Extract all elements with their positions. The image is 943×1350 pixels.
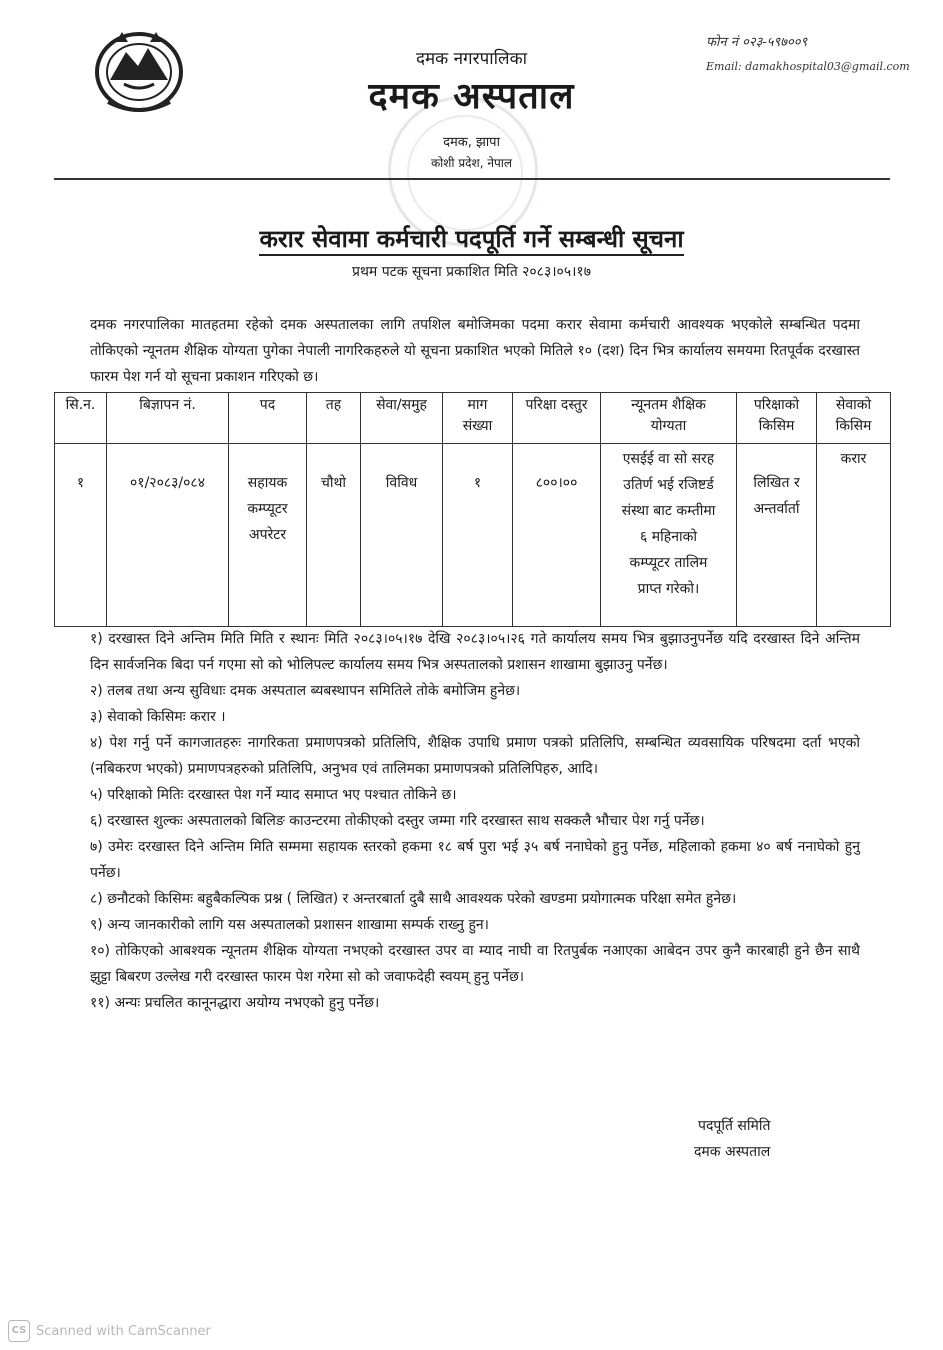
cell-level: चौथो [307,444,361,627]
cell-fee: ८००।०० [513,444,601,627]
col-header-service: सेवा/समुह [361,393,443,444]
header-divider [54,178,890,180]
notice-title: करार सेवामा कर्मचारी पदपूर्ति गर्ने सम्बन्धी सूचना [0,222,943,255]
notice-intro: दमक नगरपालिका मातहतमा रहेको दमक अस्पतालका लागि तपशिल बमोजिमका पदमा करार सेवामा कर्मचारी आवश्यक भएकोले सम्बन्धित पदमा तोकिएको न्यूनतम शैक्षिक योग्यता पुगेका नेपाली नागरिकहरुले यो सूचना प्रकाशित भएको मितिले १० (दश) दिन भित्र कार्यालय समयमा रितपूर्वक दरखास्त फारम पेश गर्न यो सूचना प्रकाशन गरिएको छ। [90,317,860,385]
signature-hospital: दमक अस्पताल [694,1144,771,1160]
col-header-exam-type: परिक्षाको किसिम [737,393,817,444]
watermark-text: Scanned with CamScanner [36,1323,211,1339]
col-header-demand: माग संख्या [443,393,513,444]
cell-service: विविध [361,444,443,627]
email-address: Email: damakhospital03@gmail.com [706,60,910,73]
col-header-sn: सि.न. [55,393,107,444]
signature-committee: पदपूर्ति समिति [698,1118,771,1134]
col-header-fee: परिक्षा दस्तुर [513,393,601,444]
table-row [55,444,891,627]
notice-subtitle: प्रथम पटक सूचना प्रकाशित मिति २०८३।०५।१७ [352,264,591,280]
condition-item: २) तलब तथा अन्य सुविधाः दमक अस्पताल ब्यबस्थापन समितिले तोके बमोजिम हुनेछ। [90,683,521,699]
table-header-row [55,393,891,444]
condition-item: ११) अन्यः प्रचलित कानूनद्धारा अयोग्य नभएको हुनु पर्नेछ। [90,995,380,1011]
vacancy-table [54,392,891,627]
hospital-name: दमक अस्पताल [368,76,575,117]
col-header-level: तह [307,393,361,444]
col-header-service-type: सेवाको किसिम [817,393,891,444]
cell-exam-type: लिखित र अन्तर्वार्ता [737,444,817,627]
condition-item: ४) पेश गर्नु पर्ने कागजातहरुः नागरिकता प्रमाणपत्रको प्रतिलिपि, शैक्षिक उपाधि प्रमाण पत्रको प्रतिलिपि, सम्बन्धित व्यवसायिक परिषदमा दर्ता भएको (नबिकरण भएको) प्रमाणपत्रहरुको प्रतिलिपि, अनुभव एवं तालिमका प्रमाणपत्रको प्रतिलिपिहरु, आदि। [90,735,860,777]
col-header-post: पद [229,393,307,444]
phone-number: फोन नं ०२३-५९७००९ [706,35,808,50]
condition-item: ३) सेवाको किसिमः करार । [90,709,226,725]
condition-item: ९) अन्य जानकारीको लागि यस अस्पतालको प्रशासन शाखामा सम्पर्क राख्नु हुन। [90,917,489,933]
condition-item: १) दरखास्त दिने अन्तिम मिति मिति र स्थानः मिति २०८३।०५।१७ देखि २०८३।०५।२६ गते कार्यालय समय भित्र बुझाउनुपर्नेछ यदि दरखास्त दिने अन्तिम दिन सार्वजनिक बिदा पर्न गएमा सो को भोलिपल्ट कार्यालय समय भित्र अस्पतालको प्रशासन शाखामा बुझाउनु पर्नेछ। [90,631,860,673]
cell-sn: १ [55,444,107,627]
col-header-ad-no: बिज्ञापन नं. [107,393,229,444]
condition-item: ७) उमेरः दरखास्त दिने अन्तिम मिति सम्ममा सहायक स्तरको हकमा १८ बर्ष पुरा भई ३५ बर्ष ननाघेको हुनु पर्नेछ, महिलाको हकमा ४० बर्ष ननाघेको हुनु पर्नेछ। [90,839,860,881]
camscanner-watermark [8,1320,211,1342]
condition-item: ५) परिक्षाको मितिः दरखास्त पेश गर्ने म्याद समाप्त भए पश्चात तोकिने छ। [90,787,457,803]
condition-item: १०) तोकिएको आबश्यक न्यूनतम शैक्षिक योग्यता नभएको दरखास्त उपर वा म्याद नाघी वा रितपुर्बक नआएका आबेदन उपर कुनै कारबाही हुने छैन साथै झुट्टा बिबरण उल्लेख गरी दरखास्त फारम पेश गरेमा सो को जवाफदेही स्वयम् हुनु पर्नेछ। [90,943,860,985]
cell-qualification: एसईई वा सो सरह उतिर्ण भई रजिष्टर्ड संस्था बाट कम्तीमा ६ महिनाको कम्प्यूटर तालिम प्राप्त गरेको। [601,444,737,627]
address-line-1: दमक, झापा [443,135,500,150]
col-header-qualification: न्यूनतम शैक्षिक योग्यता [601,393,737,444]
municipality-name: दमक नगरपालिका [415,49,528,69]
cell-post: सहायक कम्प्यूटर अपरेटर [229,444,307,627]
cell-ad-no: ०१/२०८३/०८४ [107,444,229,627]
condition-item: ८) छनौटको किसिमः बहुबैकल्पिक प्रश्न ( लिखित) र अन्तरबार्ता दुबै साथै आवश्यक परेको खण्डमा प्रयोगात्मक परिक्षा समेत हुनेछ। [90,891,737,907]
camscanner-icon: CS [8,1320,30,1342]
condition-item: ६) दरखास्त शुल्कः अस्पतालको बिलिङ काउन्टरमा तोकीएको दस्तुर जम्मा गरि दरखास्त साथ सक्कलै भौचार पेश गर्नु पर्नेछ। [90,813,705,829]
address-line-2: कोशी प्रदेश, नेपाल [430,156,513,170]
cell-service-type: करार [817,444,891,627]
cell-demand: १ [443,444,513,627]
conditions-list [90,626,860,1016]
